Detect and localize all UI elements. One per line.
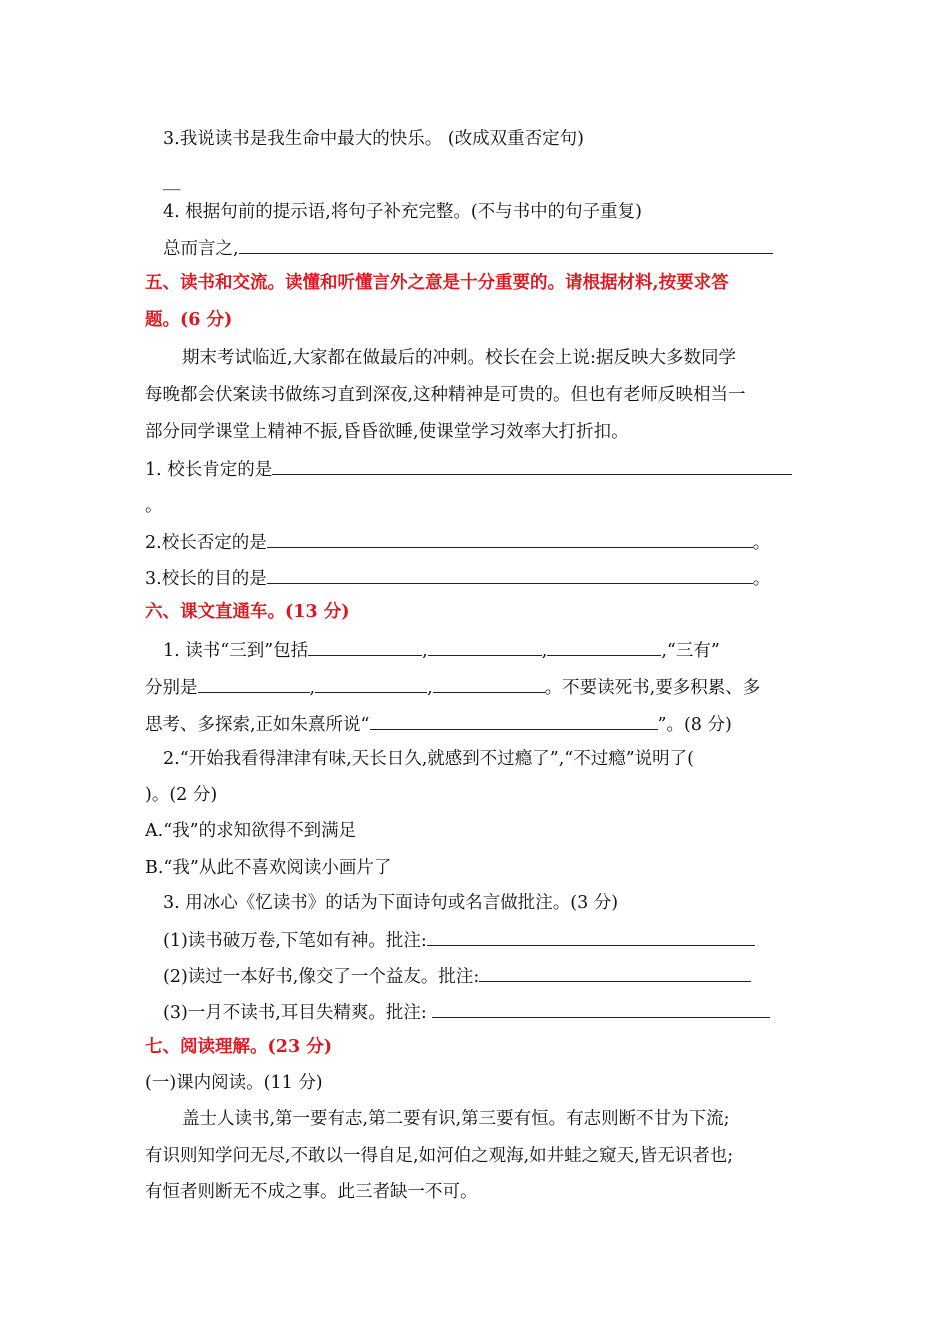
question-text: 思考、多探索,正如朱熹所说“ bbox=[145, 715, 370, 735]
question-zhuxi-quote bbox=[145, 710, 732, 738]
question-4-complete: 4. 根据句前的提示语,将句子补充完整。(不与书中的句子重复) bbox=[163, 202, 642, 222]
material-paragraph-3: 部分同学课堂上精神不振,昏昏欲睡,使课堂学习效率大打折扣。 bbox=[145, 422, 629, 442]
annotate-item-2 bbox=[163, 962, 751, 990]
item-text: (2)读过一本好书,像交了一个益友。批注: bbox=[163, 967, 480, 987]
answer-blank[interactable] bbox=[198, 673, 310, 693]
question-affirm bbox=[145, 455, 792, 483]
question-text: 1. 校长肯定的是 bbox=[145, 460, 273, 480]
comma: , bbox=[541, 641, 548, 661]
period: 。 bbox=[752, 569, 771, 589]
comma: , bbox=[422, 641, 428, 661]
question-annotate: 3. 用冰心《忆读书》的话为下面诗句或名言做批注。(3 分) bbox=[163, 893, 619, 913]
question-deny bbox=[145, 528, 770, 556]
question-text: 1. 读书“三到”包括 bbox=[163, 641, 309, 661]
answer-blank[interactable] bbox=[315, 673, 427, 693]
reading-subheading: (一)课内阅读。(11 分) bbox=[145, 1073, 323, 1093]
question-three-to bbox=[163, 636, 720, 664]
question-text: 分别是 bbox=[145, 678, 198, 698]
option-a[interactable]: A.“我”的求知欲得不到满足 bbox=[145, 821, 357, 841]
question-text: ,“三有” bbox=[661, 641, 720, 661]
question-text: 2.校长否定的是 bbox=[145, 533, 267, 553]
comma: , bbox=[427, 678, 433, 698]
question-text: 3.校长的目的是 bbox=[145, 569, 267, 589]
question-guoyin-end: )。(2 分) bbox=[145, 785, 218, 805]
answer-blank[interactable] bbox=[432, 998, 770, 1018]
question-3-rewrite: 3.我说读书是我生命中最大的快乐。 (改成双重否定句) bbox=[163, 129, 584, 149]
prompt-text: 总而言之, bbox=[163, 239, 239, 259]
answer-blank[interactable] bbox=[370, 710, 658, 730]
question-purpose bbox=[145, 564, 770, 592]
answer-blank[interactable] bbox=[267, 528, 753, 548]
answer-blank[interactable] bbox=[239, 234, 773, 254]
annotate-item-3 bbox=[163, 998, 770, 1026]
section-6-heading: 六、课文直通车。(13 分) bbox=[145, 602, 350, 622]
period: 。 bbox=[752, 533, 771, 553]
item-text: (1)读书破万卷,下笔如有神。批注: bbox=[163, 931, 427, 951]
section-5-heading: 五、读书和交流。读懂和听懂言外之意是十分重要的。请根据材料,按要求答 bbox=[145, 273, 729, 293]
answer-blank[interactable] bbox=[433, 673, 545, 693]
comma: , bbox=[309, 678, 316, 698]
question-text: 。不要读死书,要多积累、多 bbox=[544, 678, 761, 698]
answer-blank[interactable] bbox=[427, 926, 755, 946]
answer-blank-short: __ bbox=[163, 171, 181, 191]
item-text: (3)一月不读书,耳目失精爽。批注: bbox=[163, 1003, 433, 1023]
section-5-heading-cont: 题。(6 分) bbox=[145, 310, 233, 330]
reading-paragraph-1: 盖士人读书,第一要有志,第二要有识,第三要有恒。有志则断不甘为下流; bbox=[182, 1109, 730, 1129]
annotate-item-1 bbox=[163, 926, 755, 954]
answer-blank[interactable] bbox=[428, 636, 542, 656]
material-paragraph-2: 每晚都会伏案读书做练习直到深夜,这种精神是可贵的。但也有老师反映相当一 bbox=[145, 385, 746, 405]
question-guoyin: 2.“开始我看得津津有味,天长日久,就感到不过瘾了”,“不过瘾”说明了( bbox=[163, 749, 694, 769]
section-7-heading: 七、阅读理解。(23 分) bbox=[145, 1037, 333, 1057]
option-b[interactable]: B.“我”从此不喜欢阅读小画片了 bbox=[145, 858, 392, 878]
answer-blank[interactable] bbox=[267, 564, 753, 584]
answer-blank[interactable] bbox=[479, 962, 751, 982]
question-affirm-end: 。 bbox=[145, 496, 163, 516]
reading-paragraph-2: 有识则知学问无尽,不敢以一得自足,如河伯之观海,如井蛙之窥天,皆无识者也; bbox=[145, 1146, 734, 1166]
answer-blank[interactable] bbox=[308, 636, 422, 656]
question-4-prompt bbox=[163, 234, 773, 262]
answer-blank[interactable] bbox=[272, 455, 792, 475]
question-three-have bbox=[145, 673, 760, 701]
answer-blank[interactable] bbox=[547, 636, 661, 656]
question-text: ”。(8 分) bbox=[657, 715, 732, 735]
reading-paragraph-3: 有恒者则断无不成之事。此三者缺一不可。 bbox=[145, 1182, 478, 1202]
material-paragraph-1: 期末考试临近,大家都在做最后的冲刺。校长在会上说:据反映大多数同学 bbox=[182, 348, 736, 368]
